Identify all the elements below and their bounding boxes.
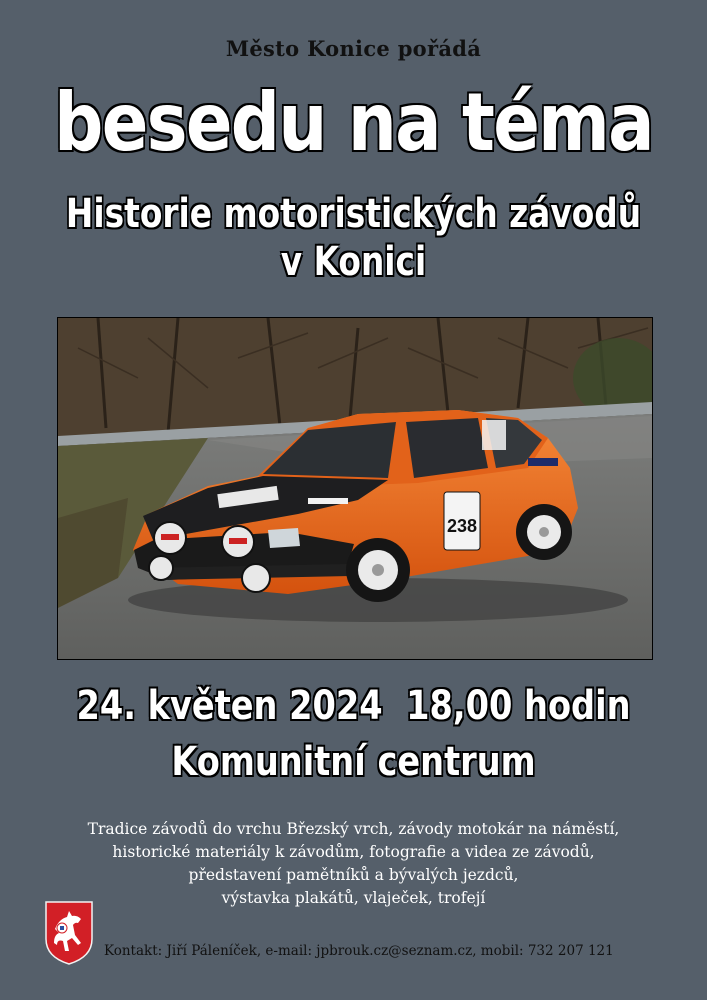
rally-car-photo [57, 317, 653, 660]
description-line: výstavka plakátů, vlaječek, trofejí [221, 889, 486, 907]
subtitle-line-2: v Konici [280, 239, 427, 285]
subtitle-line-1: Historie motoristických závodů [65, 191, 642, 237]
headline: besedu na téma [54, 76, 653, 169]
event-date-time: 24. květen 2024 18,00 hodin [76, 683, 631, 729]
description-line: historické materiály k závodům, fotografie a videa ze závodů, [112, 843, 595, 861]
konice-coat-of-arms-icon [45, 901, 93, 965]
organizer-line: Město Konice pořádá [225, 36, 482, 61]
event-description [0, 818, 707, 910]
description-line: Tradice závodů do vrchu Březský vrch, závody motokár na náměstí, [87, 820, 620, 838]
event-venue: Komunitní centrum [171, 739, 536, 785]
subtitle [64, 190, 644, 286]
contact-info: Kontakt: Jiří Páleníček, e-mail: jpbrouk.cz@seznam.cz, mobil: 732 207 121 [104, 943, 614, 959]
start-number: 238 [446, 516, 478, 536]
description-line: představení pamětníků a bývalých jezdců, [188, 866, 519, 884]
